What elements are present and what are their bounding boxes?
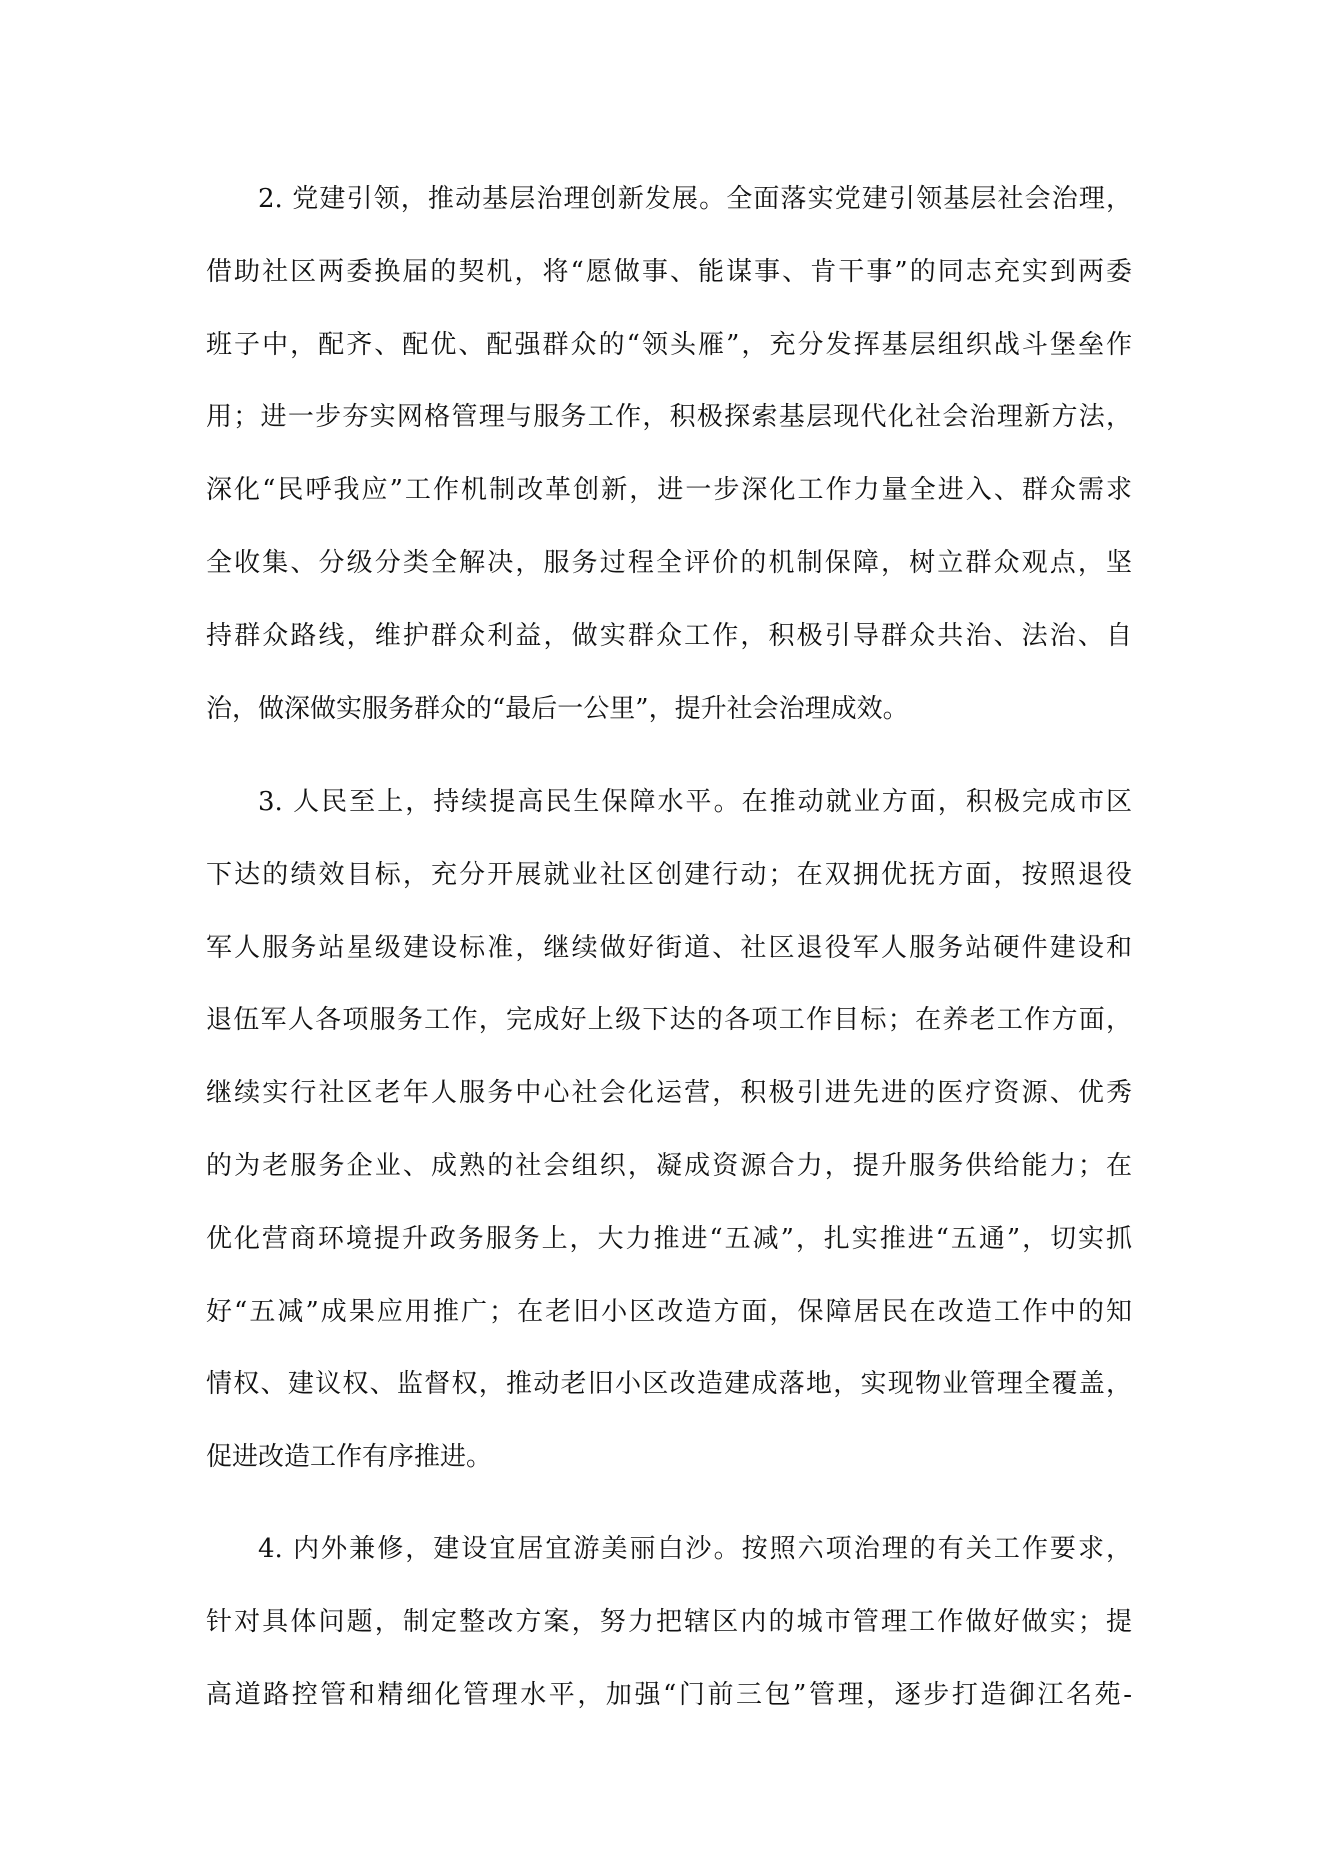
text-line: 治，做深做实服务群众的“最后一公里”，提升社会治理成效。	[206, 693, 909, 724]
text-line: 高道路控管和精细化管理水平，加强“门前三包”管理，逐步打造御江名苑-	[206, 1679, 1132, 1710]
text-line: 退伍军人各项服务工作，完成好上级下达的各项工作目标；在养老工作方面，	[206, 1005, 1132, 1036]
text-line: 军人服务站星级建设标准，继续做好街道、社区退役军人服务站硬件建设和	[206, 932, 1132, 963]
paragraph-livable-city	[206, 1513, 1132, 1731]
text-line: 深化“民呼我应”工作机制改革创新，进一步深化工作力量全进入、群众需求	[206, 475, 1132, 506]
paragraph-livelihood	[206, 766, 1132, 1494]
text-line: 继续实行社区老年人服务中心社会化运营，积极引进先进的医疗资源、优秀	[206, 1078, 1132, 1109]
text-line: 持群众路线，维护群众利益，做实群众工作，积极引导群众共治、法治、自	[206, 620, 1132, 651]
text-line: 下达的绩效目标，充分开展就业社区创建行动；在双拥优抚方面，按照退役	[206, 859, 1132, 890]
text-line: 2. 党建引领，推动基层治理创新发展。全面落实党建引领基层社会治理，	[258, 184, 1132, 214]
text-line: 全收集、分级分类全解决，服务过程全评价的机制保障，树立群众观点，坚	[206, 547, 1132, 578]
text-line: 优化营商环境提升政务服务上，大力推进“五减”，扎实推进“五通”，切实抓	[206, 1223, 1132, 1254]
text-line: 情权、建议权、监督权，推动老旧小区改造建成落地，实现物业管理全覆盖，	[206, 1369, 1132, 1400]
text-line: 3. 人民至上，持续提高民生保障水平。在推动就业方面，积极完成市区	[258, 787, 1132, 817]
text-line: 促进改造工作有序推进。	[206, 1442, 493, 1473]
text-line: 借助社区两委换届的契机，将“愿做事、能谋事、肯干事”的同志充实到两委	[206, 256, 1132, 287]
text-line: 的为老服务企业、成熟的社会组织，凝成资源合力，提升服务供给能力；在	[206, 1150, 1132, 1181]
paragraph-party-building	[206, 163, 1132, 745]
text-line: 针对具体问题，制定整改方案，努力把辖区内的城市管理工作做好做实；提	[206, 1606, 1132, 1637]
text-line: 用；进一步夯实网格管理与服务工作，积极探索基层现代化社会治理新方法，	[206, 402, 1132, 433]
text-line: 班子中，配齐、配优、配强群众的“领头雁”，充分发挥基层组织战斗堡垒作	[206, 329, 1132, 360]
text-line: 好“五减”成果应用推广；在老旧小区改造方面，保障居民在改造工作中的知	[206, 1296, 1132, 1327]
text-line: 4. 内外兼修，建设宜居宜游美丽白沙。按照六项治理的有关工作要求，	[258, 1534, 1132, 1564]
